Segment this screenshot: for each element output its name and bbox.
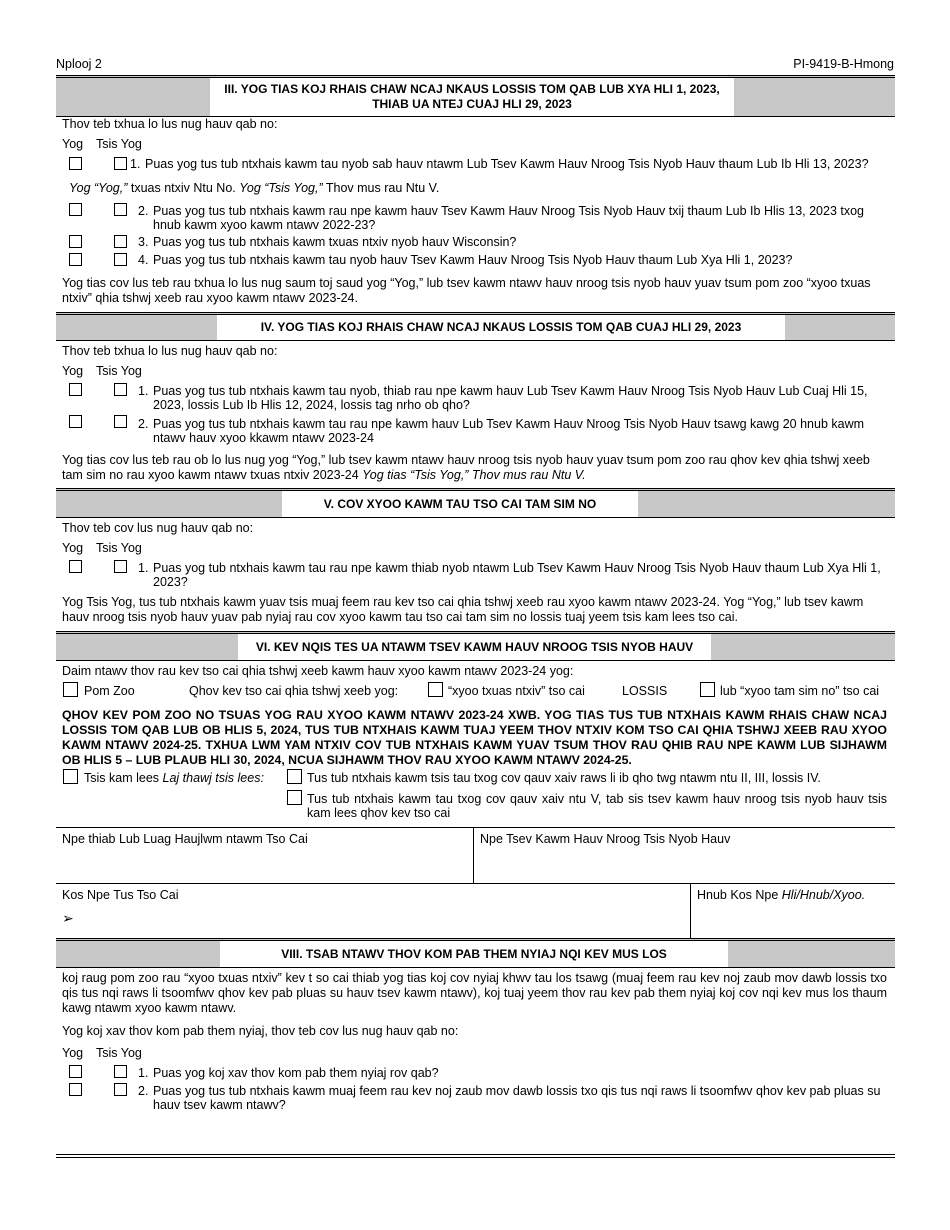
question-text: Puas yog koj xav thov kom pab them nyiaj rov qab? xyxy=(153,1066,439,1080)
or-label: LOSSIS xyxy=(622,684,668,698)
question-number: 1. xyxy=(138,561,149,575)
question-number: 1. xyxy=(130,157,141,171)
section-4-intro: Thov teb txhua lo lus nug hauv qab no: xyxy=(62,344,278,358)
note-continue: txuas ntxiv Ntu No. xyxy=(127,181,240,195)
date-label-text: Hnub Kos Npe xyxy=(697,888,782,902)
s3-q3-no-checkbox[interactable] xyxy=(114,235,127,248)
question-number: 2. xyxy=(138,417,149,431)
question-text: Puas yog tus tub ntxhais kawm tau nyob hauv Tsev Kawm Hauv Nroog Tsis Nyob Hauv thaum Lub Xya Hli 1, 2023? xyxy=(153,253,793,267)
section-6-title: VI. KEV NQIS TES UA NTAWM TSEV KAWM HAUV NROOG TSIS NYOB HAUV xyxy=(238,634,711,660)
s3-q4-no-checkbox[interactable] xyxy=(114,253,127,266)
s8-q1-yes-checkbox[interactable] xyxy=(69,1065,82,1078)
s3-q1-no-checkbox[interactable] xyxy=(114,157,127,170)
note-goto: Thov mus rau Ntu V. xyxy=(322,181,440,195)
question-number: 2. xyxy=(138,204,149,218)
section-5-header xyxy=(56,488,895,518)
s5-q1-yes-checkbox[interactable] xyxy=(69,560,82,573)
section-8-paragraph: koj raug pom zoo rau “xyoo txuas ntxiv” kev t so cai thiab yog tias koj cov nyiaj khwv tau los tsawg (muaj feem rau kev noj zaub mov dawb lossis txo qis tus nqi raws li tsoomfwv qhov kev pab pluas su hauv tsev kawm ntawv), koj tuaj yeem thov rau kev pab them nyiaj koj cov nqi kev mus los thaum kawg ntawm xyoo kawm ntawv. xyxy=(62,971,887,1015)
s3-q2-yes-checkbox[interactable] xyxy=(69,203,82,216)
section-3-title: III. YOG TIAS KOJ RHAIS CHAW NCAJ NKAUS LOSSIS TOM QAB LUB XYA HLI 1, 2023, THIAB UA NTEJ CUAJ HLI 29, 2023 xyxy=(210,78,734,116)
question-number: 1. xyxy=(138,1066,149,1080)
no-column-header: Tsis Yog xyxy=(96,364,142,378)
admin-name-input[interactable] xyxy=(60,847,468,879)
date-format: Hli/Hnub/Xyoo. xyxy=(781,888,866,902)
s8-q1-no-checkbox[interactable] xyxy=(114,1065,127,1078)
approval-notice: QHOV KEV POM ZOO NO TSUAS YOG RAU XYOO KAWM NTAWV 2023-24 XWB. YOG TIAS TUS TUB NTXHAIS KAWM RHAIS CHAW NCAJ LOSSIS TOM QAB LUB OB HLIS 5, 2024, TUS TUB NTXHAIS KAWM TUAJ YEEM THOV NTXIV KOM TSO CAI QHIA TSHWJ XEEB RAU XYOO KAWM NTAWV 2024-25. TXHUA LWM YAM NTXIV COV TUB NTXHAIS KAWM YUAV TSUM THOV RAU QHIB RAU NPE KAWM LUB SIJHAWM OB HLIS 5 – LUB PLAUB HLI 30, 2024, NCUA SIJHAWM THOV RAU XYOO KAWM NTAWV 2024-25. xyxy=(62,708,887,767)
page-header xyxy=(56,57,894,75)
divider xyxy=(56,883,895,884)
current-year-label: lub “xyoo tam sim no” tso cai xyxy=(720,684,880,698)
signature-input[interactable] xyxy=(82,905,682,935)
s8-q2-no-checkbox[interactable] xyxy=(114,1083,127,1096)
question-text: Puas yog tub ntxhais kawm tau rau npe kawm thiab nyob ntawm Lub Tsev Kawm Hauv Nroog Tsis Nyob Hauv thaum Lub Xya Hli 1, 2023? xyxy=(153,561,881,589)
deny-text: Tsis kam lees xyxy=(84,771,163,785)
signature-field-label: Kos Npe Tus Tso Cai xyxy=(62,888,179,902)
yes-column-header: Yog xyxy=(62,541,84,555)
s3-q1-yes-checkbox[interactable] xyxy=(69,157,82,170)
admin-name-field-label: Npe thiab Lub Luag Haujlwm ntawm Tso Cai xyxy=(62,832,308,846)
s3-q3-yes-checkbox[interactable] xyxy=(69,235,82,248)
deny-reason-1: Tus tub ntxhais kawm tsis tau txog cov qauv xaiv raws li ib qho twg ntawm ntu II, III, lossis IV. xyxy=(307,771,821,785)
section-6-prompt: Daim ntawv thov rau kev tso cai qhia tshwj xeeb kawm hauv xyoo kawm ntawv 2023-24 yog: xyxy=(62,664,574,678)
yes-column-header: Yog xyxy=(62,364,84,378)
s5-q1-no-checkbox[interactable] xyxy=(114,560,127,573)
s4-q1-yes-checkbox[interactable] xyxy=(69,383,82,396)
yes-column-header: Yog xyxy=(62,1046,84,1060)
deny-reason-1-checkbox[interactable] xyxy=(287,769,302,784)
question-text: Puas yog tus tub ntxhais kawm tau nyob sab hauv ntawm Lub Tsev Kawm Hauv Nroog Tsis Nyob Hauv thaum Lub Ib Hli 13, 2023? xyxy=(145,157,869,171)
section-4-header xyxy=(56,312,895,341)
section-5-title: V. COV XYOO KAWM TAU TSO CAI TAM SIM NO xyxy=(282,491,638,517)
section-3-header xyxy=(56,75,895,117)
no-column-header: Tsis Yog xyxy=(96,541,142,555)
deny-reason-2: Tus tub ntxhais kawm tau txog cov qauv xaiv ntu V, tab sis tsev kawm hauv nroog tsis nyob hauv tsis kam lees qhov kev tso cai xyxy=(307,792,887,820)
note-no: Yog “Tsis Yog,” xyxy=(239,181,323,195)
no-column-header: Tsis Yog xyxy=(96,1046,142,1060)
approval-type-label: Qhov kev tso cai qhia tshwj xeeb yog: xyxy=(189,684,399,698)
footer-text: Yog tias cov lus teb rau ob lo lus nug yog “Yog,” lub tsev kawm ntawv hauv nroog tsis nyob hauv yuav tsum pom zoo rau qhov kev qhia tshwj xeeb tam sim no rau xyoo kawm ntawv txuas ntxiv 2023-24 xyxy=(62,453,870,482)
section-4-title: IV. YOG TIAS KOJ RHAIS CHAW NCAJ NKAUS LOSSIS TOM QAB CUAJ HLI 29, 2023 xyxy=(217,315,785,340)
section-6-header xyxy=(56,631,895,661)
section-5-intro: Thov teb cov lus nug hauv qab no: xyxy=(62,521,254,535)
deny-checkbox[interactable] xyxy=(63,769,78,784)
page-number: Nplooj 2 xyxy=(56,57,102,71)
section-8-title: VIII. TSAB NTAWV THOV KOM PAB THEM NYIAJ NQI KEV MUS LOS xyxy=(220,941,728,967)
s3-q4-yes-checkbox[interactable] xyxy=(69,253,82,266)
divider xyxy=(690,883,691,938)
footer-goto: Yog tias “Tsis Yog,” Thov mus rau Ntu V. xyxy=(362,468,586,482)
continuing-year-checkbox[interactable] xyxy=(428,682,443,697)
s3-instruction-note xyxy=(69,181,439,195)
school-name-input[interactable] xyxy=(478,847,890,879)
question-text: Puas yog tus tub ntxhais kawm muaj feem rau kev noj zaub mov dawb lossis txo qis tus nqi raws li tsoomfwv qhov kev pab pluas su hauv tsev kawm ntawv? xyxy=(153,1084,881,1112)
question-text: Puas yog tus tub ntxhais kawm tau rau npe kawm hauv Lub Tsev Kawm Hauv Nroog Tsis Nyob Hauv tsawg kawg 20 hnub kawm ntawv hauv xyoo kkawm ntawv 2023-24 xyxy=(153,417,865,445)
section-8-intro: Yog koj xav thov kom pab them nyiaj, thov teb cov lus nug hauv qab no: xyxy=(62,1024,459,1038)
question-number: 2. xyxy=(138,1084,149,1098)
approve-checkbox[interactable] xyxy=(63,682,78,697)
school-name-field-label: Npe Tsev Kawm Hauv Nroog Tsis Nyob Hauv xyxy=(480,832,731,846)
s4-q2-no-checkbox[interactable] xyxy=(114,415,127,428)
section-8-header xyxy=(56,938,895,968)
question-number: 3. xyxy=(138,235,149,249)
current-year-checkbox[interactable] xyxy=(700,682,715,697)
question-text: Puas yog tus tub ntxhais kawm txuas ntxiv nyob hauv Wisconsin? xyxy=(153,235,517,249)
question-text: Puas yog tus tub ntxhais kawm rau npe kawm hauv Tsev Kawm Hauv Nroog Tsis Nyob Hauv txij thaum Lub Ib Hlis 13, 2023 txog hnub kawm xyoo kawm ntawv 2022-23? xyxy=(153,204,864,232)
question-number: 4. xyxy=(138,253,149,267)
date-field-label xyxy=(697,888,865,902)
question-text: Puas yog tus tub ntxhais kawm tau nyob, thiab rau npe kawm hauv Lub Tsev Kawm Hauv Nroog Tsis Nyob Hauv Lub Cuaj Hli 15, 2023, lossis Lub Ib Hlis 12, 2024, lossis tag nrho ob qho? xyxy=(153,384,868,412)
s4-q2-yes-checkbox[interactable] xyxy=(69,415,82,428)
no-column-header: Tsis Yog xyxy=(96,137,142,151)
continuing-year-label: “xyoo txuas ntxiv” tso cai xyxy=(448,684,585,698)
divider xyxy=(473,827,474,883)
deny-label xyxy=(84,771,264,785)
s4-q1-no-checkbox[interactable] xyxy=(114,383,127,396)
note-yes: Yog “Yog,” xyxy=(69,181,128,195)
signature-arrow-icon: ➢ xyxy=(62,911,74,927)
deny-reason-2-checkbox[interactable] xyxy=(287,790,302,805)
s3-q2-no-checkbox[interactable] xyxy=(114,203,127,216)
section-3-footer: Yog tias cov lus teb rau txhua lo lus nug saum toj saud yog “Yog,” lub tsev kawm ntawv hauv nroog tsis nyob hauv yuav tsum pom zoo “xyoo txuas ntxiv” qhia tshwj xeeb rau xyoo kawm ntawv 2023-24. xyxy=(62,276,871,305)
deny-reason-label: Laj thawj tsis lees: xyxy=(162,771,264,785)
s8-q2-yes-checkbox[interactable] xyxy=(69,1083,82,1096)
form-id: PI-9419-B-Hmong xyxy=(793,57,894,71)
section-4-footer xyxy=(62,453,887,483)
divider xyxy=(56,827,895,828)
date-input[interactable] xyxy=(695,905,890,935)
bottom-rule xyxy=(56,1154,895,1158)
section-5-footer: Yog Tsis Yog, tus tub ntxhais kawm yuav tsis muaj feem rau kev tso cai qhia tshwj xeeb rau xyoo kawm ntawv 2023-24. Yog “Yog,” lub tsev kawm hauv nroog tsis nyob hauv yuav pab nyiaj rau cov xyoo kawm tau tso cai tam sim no lossis tuaj yeem tsis kam lees tso cai. xyxy=(62,595,864,624)
question-number: 1. xyxy=(138,384,149,398)
section-3-intro: Thov teb txhua lo lus nug hauv qab no: xyxy=(62,117,278,131)
yes-column-header: Yog xyxy=(62,137,84,151)
approve-label: Pom Zoo xyxy=(84,684,135,698)
